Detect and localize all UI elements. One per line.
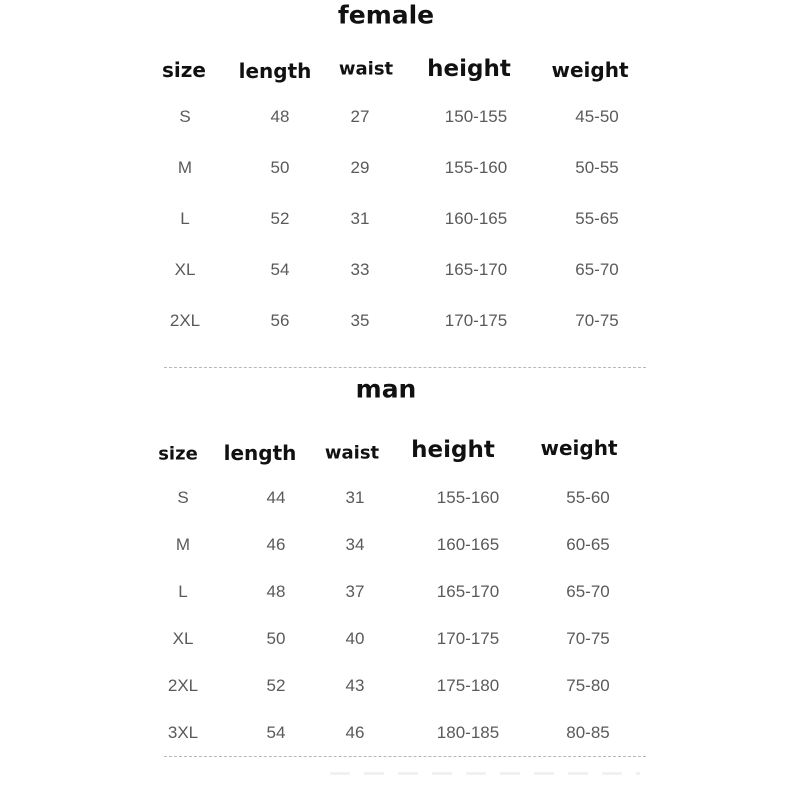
cell-length: 52 — [270, 209, 290, 228]
cell-waist: 40 — [345, 629, 365, 648]
cell-weight: 80-85 — [566, 723, 610, 742]
cell-waist: 31 — [350, 209, 370, 228]
cell-length: 50 — [270, 158, 290, 177]
man-header-length: length — [223, 441, 297, 465]
cell-waist: 33 — [350, 260, 370, 279]
cell-size: XL — [174, 260, 196, 279]
cell-weight: 45-50 — [575, 107, 619, 126]
cell-length: 52 — [266, 676, 286, 695]
cell-length: 48 — [266, 582, 286, 601]
cell-size: 2XL — [169, 311, 201, 330]
cell-size: M — [175, 535, 191, 554]
female-header-length: length — [238, 59, 312, 83]
cell-weight: 70-75 — [575, 311, 619, 330]
cell-size: XL — [172, 629, 194, 648]
cell-height: 170-175 — [444, 311, 508, 330]
cell-height: 170-175 — [436, 629, 500, 648]
cell-length: 54 — [266, 723, 286, 742]
female-section-title: female — [337, 0, 435, 30]
cell-length: 56 — [270, 311, 290, 330]
cell-height: 160-165 — [436, 535, 500, 554]
cell-size: 3XL — [167, 723, 199, 742]
female-header-waist: waist — [338, 58, 394, 80]
cell-size: S — [179, 107, 191, 126]
cell-weight: 75-80 — [566, 676, 610, 695]
man-header-size: size — [158, 443, 198, 465]
cell-length: 54 — [270, 260, 290, 279]
cell-size: S — [177, 488, 189, 507]
cell-weight: 65-70 — [575, 260, 619, 279]
female-header-weight: weight — [551, 58, 629, 82]
faint-footer-artifact — [330, 772, 640, 775]
cell-weight: 50-55 — [575, 158, 619, 177]
man-header-weight: weight — [540, 436, 618, 460]
cell-weight: 60-65 — [566, 535, 610, 554]
cell-weight: 55-60 — [566, 488, 610, 507]
man-header-waist: waist — [324, 442, 380, 464]
cell-waist: 35 — [350, 311, 370, 330]
cell-weight: 65-70 — [566, 582, 610, 601]
bottom-divider — [164, 756, 646, 757]
cell-height: 165-170 — [444, 260, 508, 279]
man-header-height: height — [411, 437, 495, 463]
cell-height: 175-180 — [436, 676, 500, 695]
cell-height: 155-160 — [436, 488, 500, 507]
cell-height: 150-155 — [444, 107, 508, 126]
cell-length: 46 — [266, 535, 286, 554]
section-divider — [164, 367, 646, 368]
female-header-size: size — [162, 58, 206, 82]
cell-waist: 29 — [350, 158, 370, 177]
man-section-title: man — [355, 374, 417, 404]
female-header-height: height — [427, 56, 511, 82]
cell-height: 160-165 — [444, 209, 508, 228]
cell-height: 155-160 — [444, 158, 508, 177]
cell-size: L — [178, 582, 188, 601]
cell-length: 44 — [266, 488, 286, 507]
cell-size: L — [180, 209, 190, 228]
cell-waist: 34 — [345, 535, 365, 554]
cell-waist: 27 — [350, 107, 370, 126]
cell-size: M — [177, 158, 193, 177]
cell-height: 165-170 — [436, 582, 500, 601]
cell-waist: 37 — [345, 582, 365, 601]
cell-length: 50 — [266, 629, 286, 648]
cell-waist: 43 — [345, 676, 365, 695]
cell-size: 2XL — [167, 676, 199, 695]
cell-weight: 55-65 — [575, 209, 619, 228]
cell-height: 180-185 — [436, 723, 500, 742]
cell-waist: 46 — [345, 723, 365, 742]
cell-length: 48 — [270, 107, 290, 126]
cell-waist: 31 — [345, 488, 365, 507]
cell-weight: 70-75 — [566, 629, 610, 648]
